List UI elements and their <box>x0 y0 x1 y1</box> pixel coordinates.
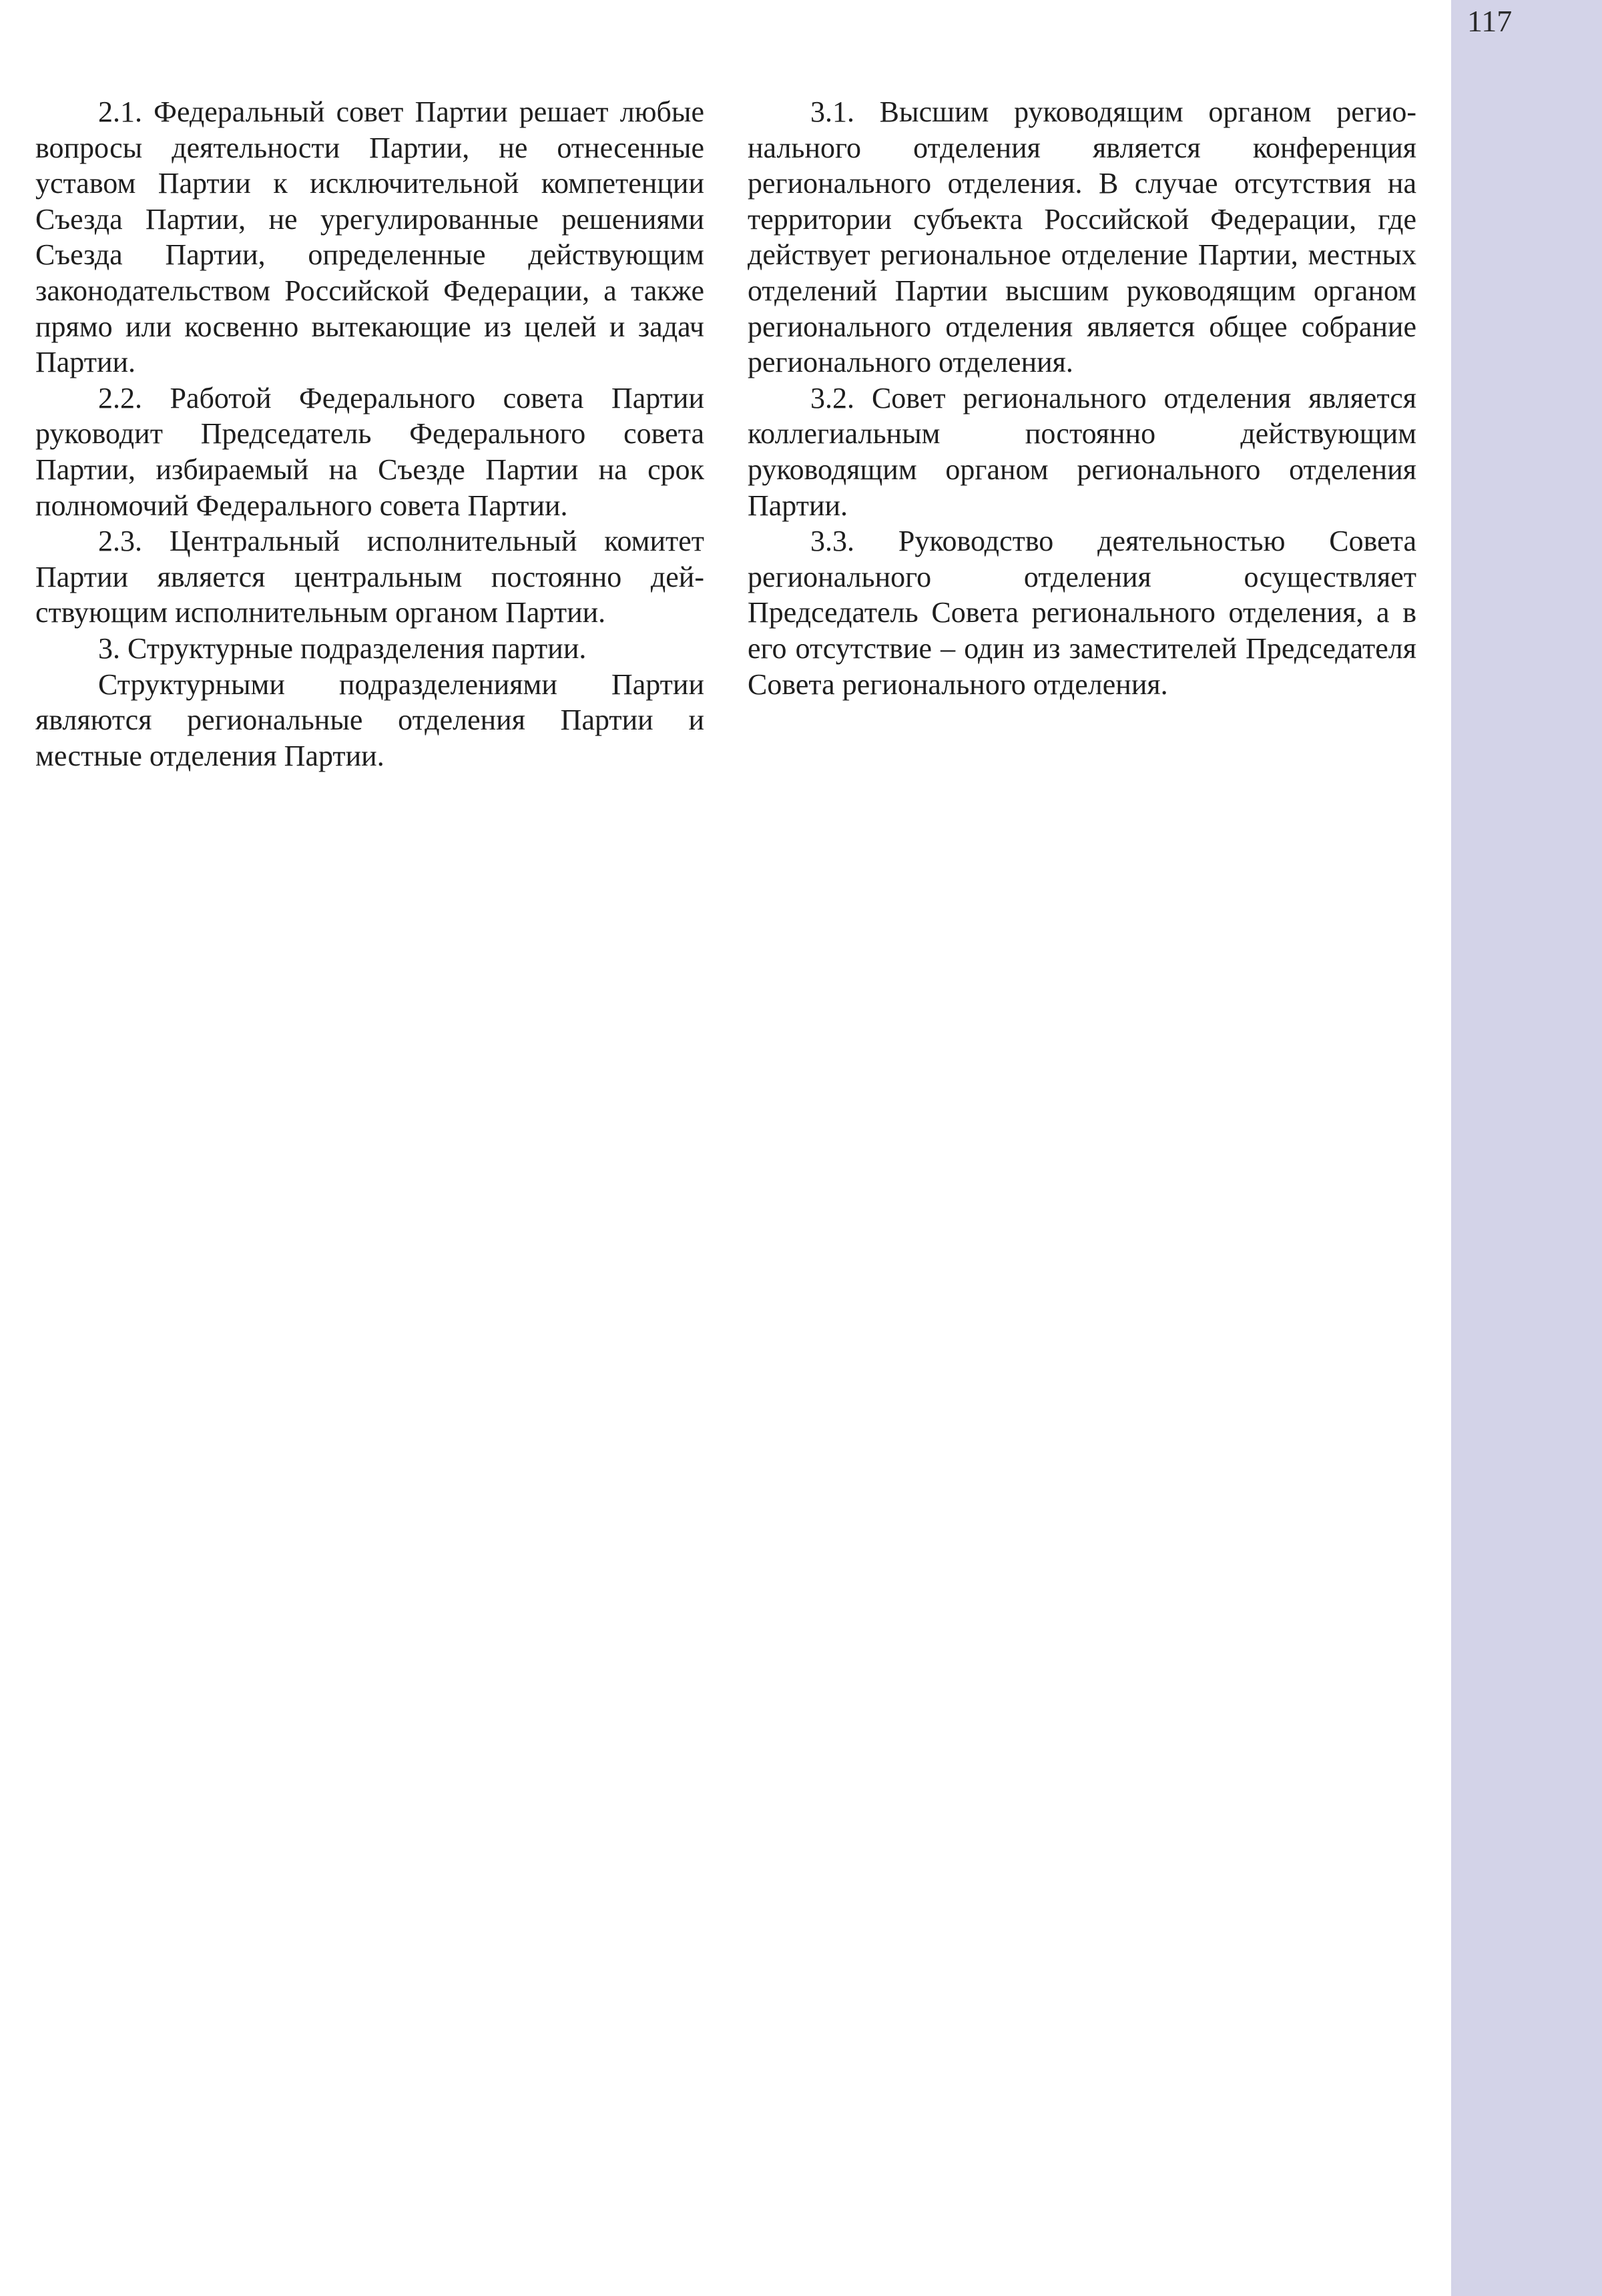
paragraph-2-2: 2.2. Работой Федерального совета Партии руководит Председатель Федерального совета Партии, избираемый на Съезде Партии на срок полномочий Федерального совета Партии. <box>35 381 704 522</box>
section-3-heading: 3. Структурные подразделения партии. <box>98 631 587 665</box>
paragraph-3-3: 3.3. Руководство деятельностью Совета регионального отделения осуществляет Председатель Совета регионального отделения, а в его отсутствие – один из заместителей Председателя Совета регионального отделения. <box>748 525 1416 701</box>
right-text-column <box>748 94 1416 702</box>
paragraph-3-1: 3.1. Высшим руководящим органом регионального отделения является конференция регионального отделения. В случае отсутствия на территории субъекта Российской Федерации, где действует региональное отделение Партии, местных отделений Партии высшим руководящим органом регионального отделения является общее собрание регионального отделения. <box>748 95 1416 379</box>
paragraph-2-1: 2.1. Федеральный совет Партии решает любые вопросы деятельности Партии, не отнесенные уставом Партии к исключительной компетенции Съезда Партии, не урегулированные решениями Съезда Партии, определенные действующим законодательством Российской Федерации, а также прямо или косвенно вытекающие из целей и задач Партии. <box>35 95 704 379</box>
page-number: 117 <box>1467 4 1513 38</box>
page-margin-band <box>1451 0 1602 2296</box>
paragraph-2-3: 2.3. Центральный исполнительный комитет Партии является центральным постоянно действующим исполнительным органом Партии. <box>35 525 704 629</box>
paragraph-3-intro: Структурными подразделениями Партии являются региональные отделения Партии и местные отделения Партии. <box>35 667 704 772</box>
paragraph-3-2: 3.2. Совет регионального отделения является коллегиальным постоянно действующим руководящим органом регионального отделения Партии. <box>748 381 1416 522</box>
left-text-column <box>35 94 704 774</box>
